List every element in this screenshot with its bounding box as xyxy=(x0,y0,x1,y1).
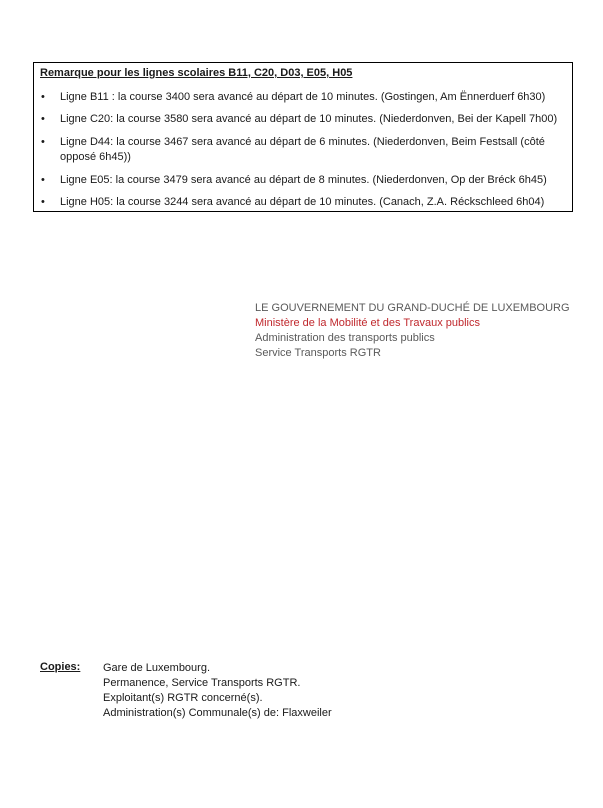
copies-recipient: Gare de Luxembourg. xyxy=(103,662,211,674)
remark-title: Remarque pour les lignes scolaires B11, C20, D03, E05, H05 xyxy=(40,67,353,79)
government-signature-block xyxy=(255,301,570,361)
remark-item-text: Ligne C20: la course 3580 sera avancé au départ de 10 minutes. (Niederdonven, Bei der Kapell 7h00) xyxy=(60,113,558,125)
bullet-icon: • xyxy=(41,113,45,125)
copies-recipient: Permanence, Service Transports RGTR. xyxy=(103,677,301,689)
copies-list xyxy=(103,661,332,721)
ministry-name: Ministère de la Mobilité et des Travaux publics xyxy=(255,317,480,329)
government-name: LE GOUVERNEMENT DU GRAND-DUCHÉ DE LUXEMBOURG xyxy=(255,302,570,314)
remark-item-text: Ligne H05: la course 3244 sera avancé au départ de 10 minutes. (Canach, Z.A. Réckschleed 6h04) xyxy=(60,196,545,208)
bullet-icon: • xyxy=(41,174,45,186)
remark-box xyxy=(33,62,573,212)
remark-item-text: Ligne E05: la course 3479 sera avancé au départ de 8 minutes. (Niederdonven, Op der Bréck 6h45) xyxy=(60,174,547,186)
administration-name: Administration des transports publics xyxy=(255,332,435,344)
copies-label: Copies: xyxy=(40,661,81,673)
bullet-icon: • xyxy=(41,136,45,148)
copies-recipient: Exploitant(s) RGTR concerné(s). xyxy=(103,692,263,704)
bullet-icon: • xyxy=(41,196,45,208)
copies-recipient: Administration(s) Communale(s) de: Flaxweiler xyxy=(103,707,332,719)
bullet-icon: • xyxy=(41,91,45,103)
remark-item-text: Ligne B11 : la course 3400 sera avancé au départ de 10 minutes. (Gostingen, Am Ënnerduerf 6h30) xyxy=(60,91,546,103)
service-name: Service Transports RGTR xyxy=(255,347,381,359)
remark-item-text: Ligne D44: la course 3467 sera avancé au départ de 6 minutes. (Niederdonven, Beim Festsall (côté opposé 6h45)) xyxy=(60,136,545,163)
